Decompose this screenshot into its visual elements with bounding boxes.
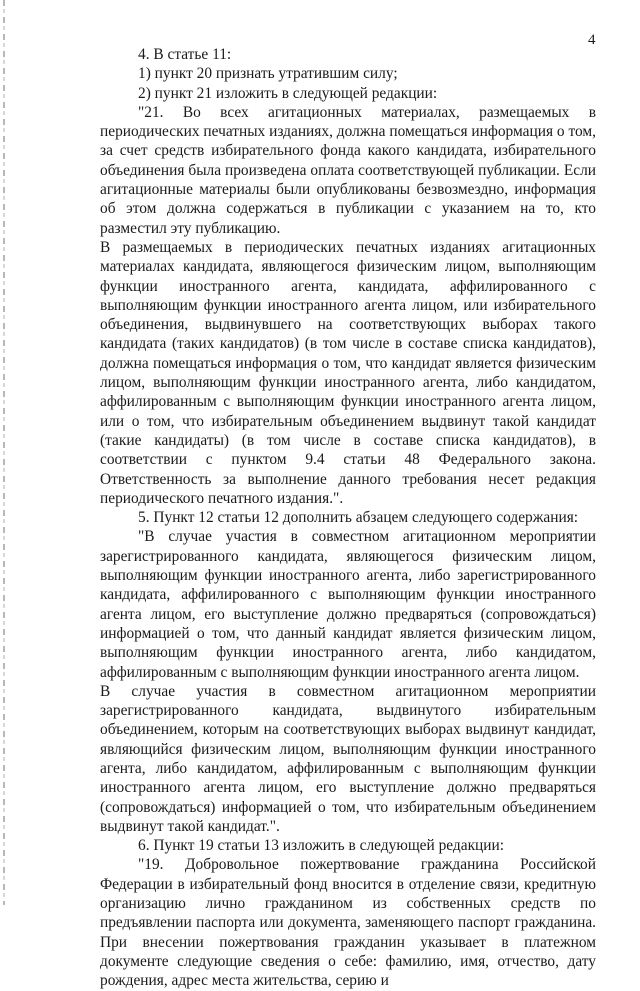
quoted-point-19: "19. Добровольное пожертвование гражданина Российской Федерации в избирательный фонд вносится в отделение связи, кредитную организацию лично гражданином из собственных средств по предъявлении паспорта или документа, заменяющего паспорт гражданина. При внесении пожертвования гражданин указывает в платежном документе следующие сведения о себе: фамилию, имя, отчество, дату рождения, адрес места жительства, серию и (100, 856, 596, 990)
quoted-paragraph-joint-event-continuation: В случае участия в совместном агитационном мероприятии зарегистрированного кандидата, выдвинутого избирательным объединением, которым на соответствующих выборах выдвинут кандидат, являющийся физическим лицом, выполняющим функции иностранного агента, либо кандидатом, аффилированным с выполняющим функции иностранного агента лицом, его выступление должно предваряться (сопровождаться) информацией о том, что избирательным объединением выдвинут такой кандидат.". (100, 682, 596, 835)
amendment-heading-6: 6. Пункт 19 статьи 13 изложить в следующей редакции: (138, 837, 505, 855)
document-body (100, 45, 596, 991)
amendment-heading-5: 5. Пункт 12 статьи 12 дополнить абзацем следующего содержания: (138, 509, 579, 527)
quoted-point-21: "21. Во всех агитационных материалах, размещаемых в периодических печатных изданиях, должна помещаться информация о том, за счет средств избирательного фонда какого кандидата, избирательного объединения была произведена оплата соответствующей публикации. Если агитационные материалы были опубликованы безвозмездно, информация об этом должна содержаться в публикации с указанием на то, кто разместил эту публикацию. (100, 103, 596, 237)
quoted-point-21-continuation: В размещаемых в периодических печатных изданиях агитационных материалах кандидата, являющегося физическим лицом, выполняющим функции иностранного агента, кандидата, аффилированного с выполняющим функции иностранного агента лицом, или избирательного объединения, выдвинувшего на соответствующих выборах такого кандидата (таких кандидатов) (в том числе в составе списка кандидатов), должна помещаться информация о том, что кандидат является физическим лицом, выполняющим функции иностранного агента, либо кандидатом, аффилированным с выполняющим функции иностранного агента лицом, или о том, что избирательным объединением выдвинут такой кандидат (такие кандидаты) (в том числе в составе списка кандидатов), в соответствии с пунктом 9.4 статьи 48 Федерального закона. Ответственность за выполнение данного требования несет редакция периодического печатного издания.". (100, 238, 596, 507)
amendment-item-2: 2) пункт 21 изложить в следующей редакции: (138, 84, 438, 102)
amendment-heading-article-11: 4. В статье 11: (138, 46, 232, 63)
quoted-paragraph-joint-event: "В случае участия в совместном агитационном мероприятии зарегистрированного кандидата, являющегося физическим лицом, выполняющим функции иностранного агента, либо зарегистрированного кандидата, аффилированного с выполняющим функции иностранного агента лицом, его выступление должно предваряться (сопровождаться) информацией о том, что данный кандидат является физическим лицом, выполняющим функции иностранного агента, либо кандидатом, аффилированным с выполняющим функции иностранного агента лицом. (100, 528, 596, 681)
amendment-item-1: 1) пункт 20 признать утратившим силу; (138, 65, 398, 83)
page-number: 4 (588, 32, 596, 48)
scan-edge-artifact (3, 0, 5, 905)
